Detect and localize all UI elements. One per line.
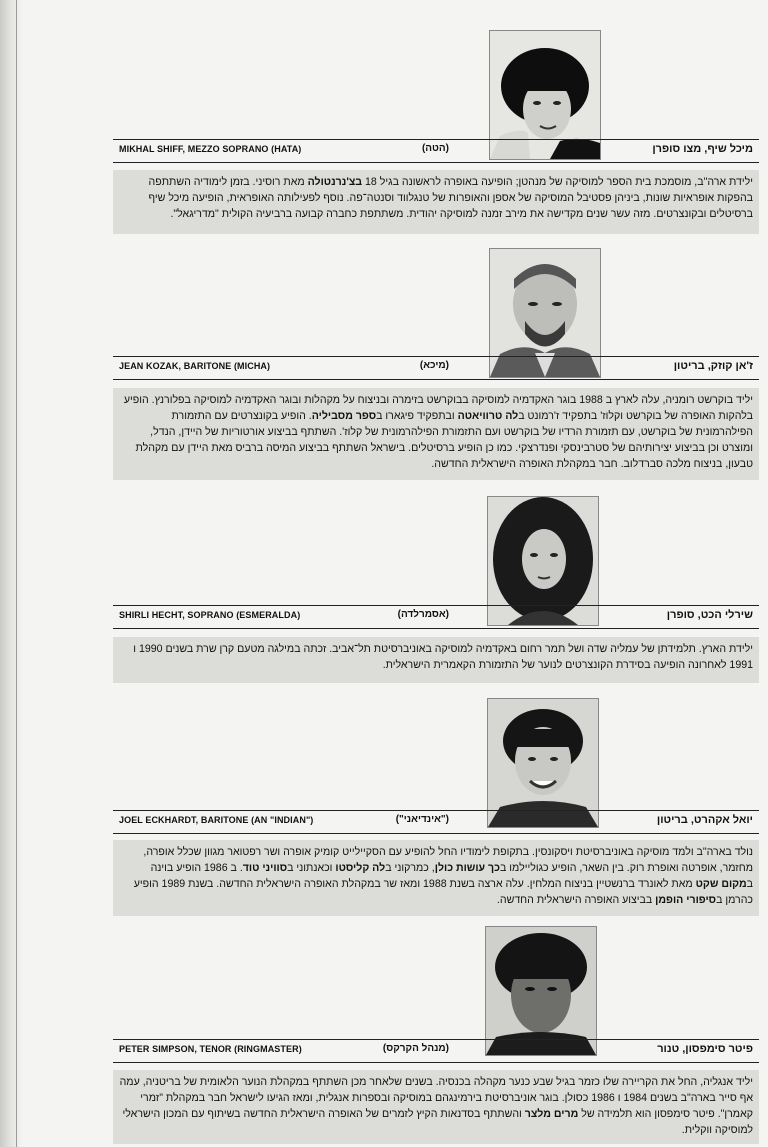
name-row [113,605,759,629]
biography-text: נולד בארה"ב ולמד מוסיקה באוניברסיטת ויסקונסין. בתקופת לימודיו החל להופיע עם הסקיילייט קומיק אופרה ושר רפטואר מגוון שכלל אופרה, מחזמר, אופרטה ואופרת רוק. בין השאר, הופיע כגוליילמו בכך עושות כולן, כמרקוני בלה קליסטו וכאנתוני בסוויני טוד. ב 1986 הופיע בוינה במקום שקט מאת לאונרד ברנשטיין בניצוח המלחין. עלה ארצה בשנת 1988 ומאז שר במקהלת האופרה הישראלית החדשה. בשנת 1989 הופיע כהרמן בסיפורי הופמן בביצוע האופרה הישראלית החדשה. [113,840,759,916]
name-row [113,356,759,380]
english-name: SHIRLI HECHT, SOPRANO (ESMERALDA) [119,610,301,620]
biography-text: יליד אנגליה, החל את הקריירה שלו כזמר בגיל שבע כנער מקהלה בכנסיה. בשנים שלאחר מכן השתתף במקהלת הנוער הלאומית של בריטניה, עמה אף סייר בארה"ב בשנים 1984 ו 1986 כסולן. בוגר אוניברסיטת בירמינגהם במוסיקה ובספרות אנגלית, ומאז הגיעו לישראל חבר במקהלת "זמרי קאמרן". פיטר סימפסון הוא תלמידה של מרים מלצר והשתתף בסדנאות הקיץ לזמרים של האופרה הישראלית החדשה בשיתוף עם המכון הישראלי למוסיקה ווקלית. [113,1070,759,1144]
hebrew-name: ז'אן קוזק, בריטון [673,360,753,372]
hebrew-role: (הטה) [421,143,449,154]
biography-text: יליד בוקרשט רומניה, עלה לארץ ב 1988 בוגר האקדמיה למוסיקה בבוקרשט בזימרה ובניצוח על מקהלות ובוגר האקדמיה למוסיקה בפלורנץ. הופיע בלהקות האופרה של בוקרשט וקלוז' בתפקיד ז'רמונט בלה טרוויאטה ובתפקיד פיגארו בספר מסביליה. הופיע בקונצרטים עם התזמורת הפילהרמונית של בוקרשט, עם תזמורת הרדיו של בוקרשט ועם התזמורת הפילהרמונית של קלוז'. השתתף בביצוע אורטוריות של היידן, הנדל, ומוצרט וכן בביצוע יצירותיהם של סטרבינסקי ופנדרצקי. כמו כן הופיע ברסיטלים. בישראל השתתף בביצוע המיסה ברביס מאת היידן עם מקהלת טבעון, בניצוח מלכה סברדלוב. חבר במקהלת האופרה הישראלית החדשה. [113,388,759,480]
hebrew-role: (מיכא) [419,360,449,371]
hebrew-name: פיטר סימפסון, טנור [657,1043,753,1055]
english-name: PETER SIMPSON, TENOR (RINGMASTER) [119,1044,302,1054]
page-spine-line [16,0,17,1147]
page-spine-shadow [0,0,22,1147]
english-name: JEAN KOZAK, BARITONE (MICHA) [119,361,271,371]
biography-text: ילידת הארץ. תלמידתן של עמליה שדה ושל תמר רחום באקדמיה למוסיקה באוניברסיטת תל־אביב. זכתה במילגה מטעם קרן שרת בשנים 1990 ו 1991 לאחרונה הופיעה בסידרת הקונצרטים לנוער של התזמורת הקאמרית הישראלית. [113,637,759,683]
name-row [113,810,759,834]
name-row [113,139,759,163]
hebrew-name: שירלי הכט, סופרן [666,609,753,621]
portrait-man-dark-hair-icon [485,926,597,1056]
biography-text: ילידת ארה"ב, מוסמכת בית הספר למוסיקה של מנהטן; הופיעה באופרה לראשונה בגיל 18 בצ'נרנטולה מאת רוסיני. בזמן לימודיה השתתפה בהפקות אופראיות שונות, ביניהן פסטיבל המוסיקה של אספן והאופרות של טנגלווד וסנטה־פה. נוסף לפעילותה האופראית, הופיעה מיכל שיף ברסיטלים ובקונצרטים. מזה עשר שנים מקדישה את מירב זמנה למוסיקה יהודית. משתתפת כחברה קבועה ברביעיה הקולית "מדריגאל". [113,170,759,234]
hebrew-name: מיכל שיף, מצו סופרן [652,143,753,155]
english-name: JOEL ECKHARDT, BARITONE (AN "INDIAN") [119,815,314,825]
name-row [113,1039,759,1063]
hebrew-name: יואל אקהרט, בריטון [656,814,753,826]
hebrew-role: ("אינדיאני") [395,814,449,825]
portrait-man-young-icon [487,698,599,828]
hebrew-role: (מנהל הקרקס) [382,1043,449,1054]
english-name: MIKHAL SHIFF, MEZZO SOPRANO (HATA) [119,144,302,154]
hebrew-role: (אסמרלדה) [397,609,449,620]
